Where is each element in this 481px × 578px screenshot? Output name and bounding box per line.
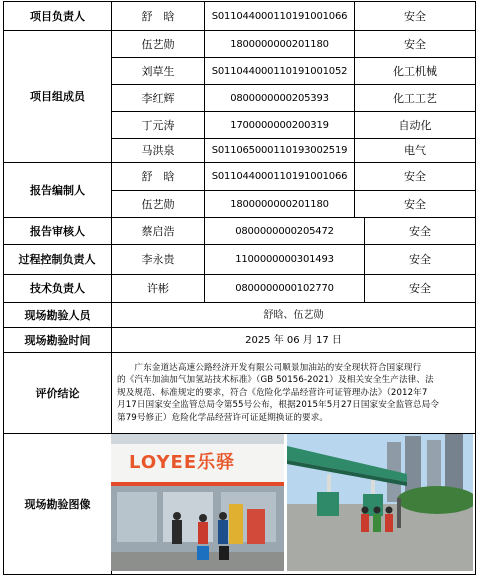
member-name: 刘草生 [141, 64, 175, 78]
compiler-name: 舒 晗 [141, 170, 175, 183]
reviewer-major: 安全 [409, 224, 431, 238]
member-major: 化工机械 [393, 64, 437, 78]
leader-cert: S011044000110191001066 [211, 10, 348, 22]
compiler-cert: S011044000110191001066 [211, 171, 348, 182]
label-project-members: 项目组成员 [30, 90, 85, 103]
report-table [3, 1, 476, 575]
label-conclusion: 评价结论 [35, 386, 80, 400]
member-cert: S011044000110191001052 [211, 65, 348, 77]
tech-major: 安全 [409, 282, 431, 295]
label-tech-lead: 技术负责人 [30, 282, 85, 295]
label-project-leader: 项目负责人 [30, 9, 85, 23]
compiler-cert: 1800000000201180 [230, 198, 329, 210]
member-name: 丁元涛 [141, 118, 175, 132]
label-site-staff: 现场勘验人员 [24, 308, 91, 322]
member-major: 电气 [404, 144, 426, 157]
member-major: 安全 [404, 37, 426, 51]
process-name: 李永贵 [141, 253, 175, 266]
member-major: 化工工艺 [393, 91, 437, 105]
label-process-control: 过程控制负责人 [18, 252, 96, 266]
tech-cert: 0800000000102770 [235, 283, 334, 294]
site-photo-storefront [111, 434, 284, 571]
compiler-major: 安全 [404, 197, 426, 211]
tech-name: 许彬 [147, 282, 169, 295]
member-cert: S011065000110193002519 [211, 145, 348, 156]
member-name: 伍艺勋 [141, 37, 175, 51]
site-photo-forecourt [287, 434, 473, 571]
label-report-reviewer: 报告审核人 [30, 224, 85, 238]
reviewer-cert: 0800000000205472 [235, 225, 334, 237]
conclusion-text [112, 353, 475, 433]
label-site-photos: 现场勘验图像 [24, 498, 91, 511]
label-report-compilers: 报告编制人 [30, 183, 85, 197]
conclusion-line: 第79号修正）危险化学品经营许可证延期换证的要求。 [117, 412, 329, 423]
member-cert: 0800000000205393 [230, 92, 329, 104]
conclusion-line: 月17日国家安全监管总局令第55号公布，根据2015年5月27日国家安全监管总局令 [117, 400, 440, 411]
member-name: 马洪泉 [141, 144, 175, 157]
conclusion-line: 广东金道达高速公路经济开发有限公司顺景加油站的安全现状符合国家现行 [117, 362, 422, 373]
member-cert: 1800000000201180 [230, 38, 329, 50]
compiler-major: 安全 [404, 170, 426, 183]
leader-major: 安全 [404, 9, 426, 23]
reviewer-name: 蔡启浩 [141, 224, 175, 238]
site-time-value: 2025 年 06 月 17 日 [245, 334, 342, 346]
conclusion-line: 规及规范、标准规定的要求，符合《危险化学品经营许可证管理办法》（2012年7 [117, 387, 428, 398]
process-major: 安全 [409, 253, 431, 266]
conclusion-line: 的《汽车加油加气加氢站技术标准》（GB 50156-2021）及相关安全生产法律、法 [117, 375, 434, 386]
compiler-name: 伍艺勋 [141, 197, 175, 211]
member-cert: 1700000000200319 [230, 119, 329, 131]
member-major: 自动化 [398, 118, 432, 132]
site-staff-value: 舒晗、伍艺勋 [263, 309, 324, 321]
process-cert: 1100000000301493 [235, 254, 334, 265]
label-site-time: 现场勘验时间 [24, 333, 91, 347]
store-sign: LOYEE乐驿 [129, 452, 236, 473]
member-name: 李红辉 [141, 91, 175, 105]
leader-name: 舒 晗 [141, 9, 175, 23]
